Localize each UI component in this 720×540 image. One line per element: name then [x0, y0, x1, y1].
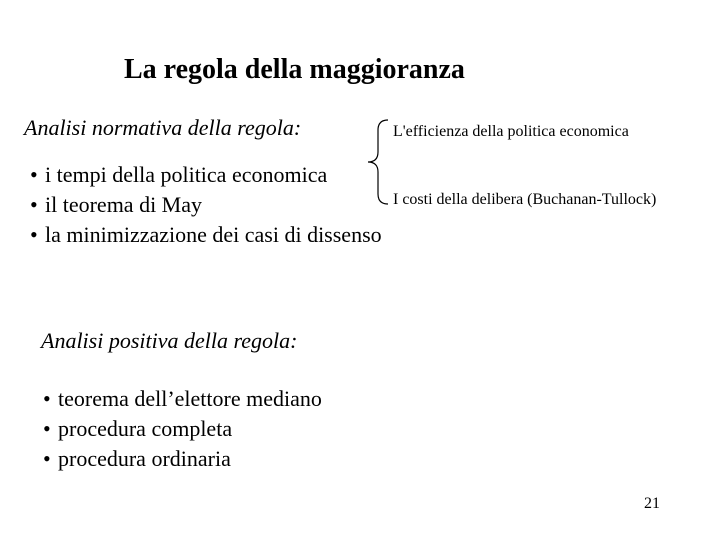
list-item	[43, 384, 322, 414]
list-item-text: teorema dell’elettore mediano	[58, 386, 322, 411]
list-item	[43, 414, 322, 444]
brace-icon	[364, 118, 390, 206]
list-item-text: il teorema di May	[45, 192, 203, 217]
bullet-icon: •	[43, 386, 51, 411]
bullet-icon: •	[43, 446, 51, 471]
bullet-icon: •	[30, 222, 38, 247]
page-number: 21	[644, 495, 660, 512]
list-item-text: i tempi della politica economica	[45, 162, 328, 187]
bullet-icon: •	[30, 162, 38, 187]
list-item-text: procedura ordinaria	[58, 446, 231, 471]
bullet-icon: •	[30, 192, 38, 217]
bullet-icon: •	[43, 416, 51, 441]
slide-title: La regola della maggioranza	[124, 54, 465, 85]
positive-heading: Analisi positiva della regola:	[41, 328, 298, 353]
normative-list	[30, 160, 382, 250]
positive-list	[43, 384, 322, 474]
deliberation-costs-note: I costi della delibera (Buchanan-Tullock)	[393, 191, 657, 208]
efficiency-note: L'efficienza della politica economica	[393, 123, 629, 140]
list-item	[30, 190, 382, 220]
list-item	[30, 160, 382, 190]
list-item-text: la minimizzazione dei casi di dissenso	[45, 222, 382, 247]
list-item-text: procedura completa	[58, 416, 233, 441]
list-item	[30, 220, 382, 250]
list-item	[43, 444, 322, 474]
normative-heading: Analisi normativa della regola:	[24, 115, 302, 140]
